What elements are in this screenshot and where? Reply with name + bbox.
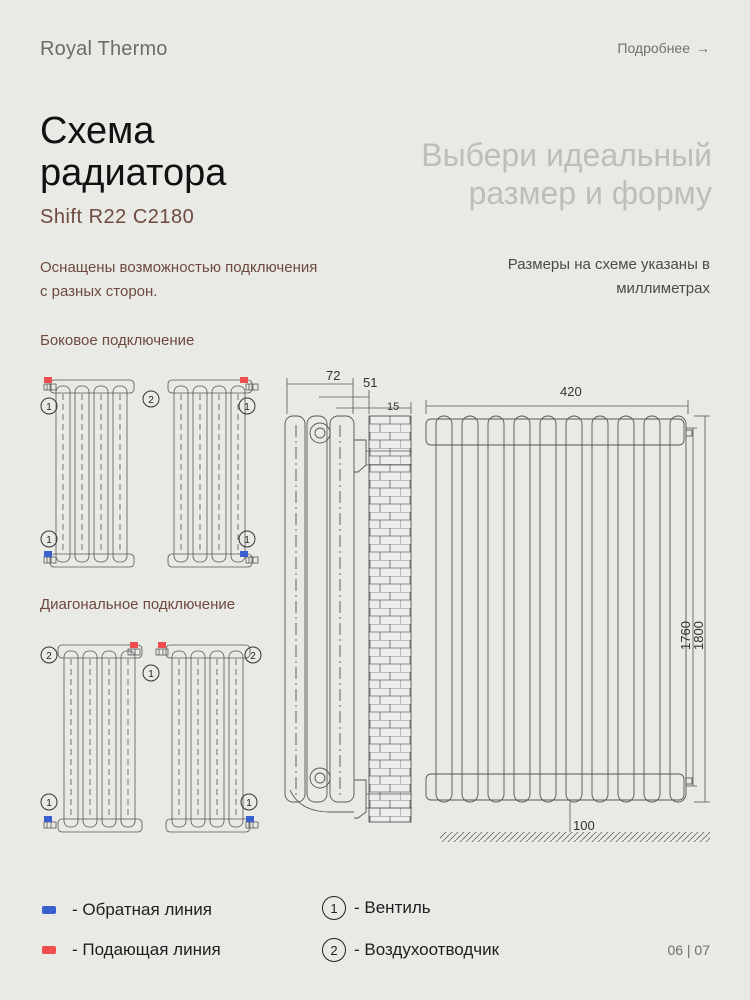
- description: Оснащены возможностью подключения с разных сторон.: [40, 259, 318, 300]
- tagline: Выбери идеальный размер и форму: [421, 137, 712, 211]
- width-dimension: 420: [560, 384, 582, 399]
- return-line-swatch: [42, 906, 56, 914]
- valve-marker-icon: [143, 665, 159, 681]
- air-vent-legend-icon: 2: [322, 938, 346, 962]
- svg-text:1: 1: [244, 535, 250, 546]
- svg-text:1: 1: [148, 669, 154, 680]
- inner-height-dimension: 1760: [678, 621, 693, 650]
- radiator-side-view: [285, 416, 366, 818]
- supply-line-label: - Подающая линия: [72, 940, 221, 959]
- svg-text:1: 1: [246, 798, 252, 809]
- total-height-dimension: 1800: [691, 621, 706, 650]
- valve-marker-icon: [41, 794, 57, 810]
- svg-text:1: 1: [244, 402, 250, 413]
- return-line-label: - Обратная линия: [72, 900, 212, 919]
- supply-marker: [240, 377, 248, 383]
- supply-line-swatch: [42, 946, 56, 954]
- air-vent-legend-label: - Воздухоотводчик: [354, 940, 500, 959]
- valve-legend-icon: 1: [322, 896, 346, 920]
- valve-marker-icon: [239, 531, 255, 547]
- side-connection-heading: Боковое подключение: [40, 332, 195, 349]
- side-connection-left: [44, 377, 134, 567]
- svg-text:1: 1: [46, 798, 52, 809]
- more-link-label: Подробнее: [617, 40, 690, 56]
- air-vent-marker-icon: [41, 647, 57, 663]
- arrow-right-icon: →: [696, 40, 710, 56]
- page-number: 06 | 07: [667, 942, 710, 958]
- return-marker: [44, 551, 52, 557]
- air-vent-marker-icon: [245, 647, 261, 663]
- radiator-front-view: [426, 416, 692, 802]
- wall-bricks: [369, 416, 411, 822]
- return-marker: [246, 816, 254, 822]
- svg-text:2: 2: [250, 651, 256, 662]
- svg-text:1: 1: [46, 402, 52, 413]
- diagonal-connection-left: [44, 642, 142, 832]
- depth-dimension: 72: [326, 368, 341, 383]
- model-name: Shift R22 C2180: [40, 206, 195, 228]
- valve-legend-label: - Вентиль: [354, 898, 431, 917]
- svg-text:1: 1: [46, 535, 52, 546]
- page-title: Схема радиатора: [40, 110, 227, 194]
- supply-marker: [158, 642, 166, 648]
- supply-marker: [130, 642, 138, 648]
- diagonal-connection-heading: Диагональное подключение: [40, 596, 236, 613]
- brand-logo: Royal Thermo: [40, 38, 168, 60]
- return-marker: [240, 551, 248, 557]
- svg-text:2: 2: [148, 395, 154, 406]
- air-vent-marker-icon: [143, 391, 159, 407]
- supply-marker: [44, 377, 52, 383]
- floor-gap-dimension: 100: [573, 818, 595, 833]
- svg-text:2: 2: [46, 651, 52, 662]
- wall-dimension: 15: [387, 401, 400, 413]
- valve-marker-icon: [239, 398, 255, 414]
- floor-hatch: [440, 832, 710, 842]
- valve-marker-icon: [41, 531, 57, 547]
- return-marker: [44, 816, 52, 822]
- dimensions-note: Размеры на схеме указаны в миллиметрах: [507, 256, 710, 297]
- valve-marker-icon: [41, 398, 57, 414]
- diagonal-connection-right: [156, 642, 258, 832]
- offset-dimension: 51: [363, 375, 378, 390]
